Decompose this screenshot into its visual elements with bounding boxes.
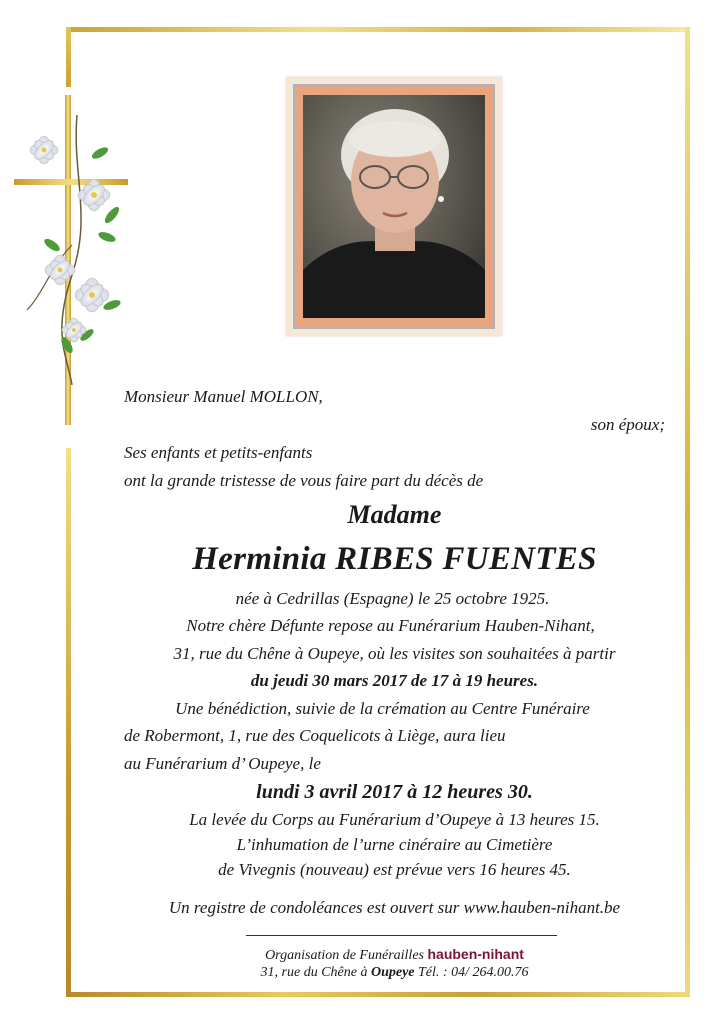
portrait-photo (303, 95, 485, 318)
footer-divider (246, 935, 557, 936)
visits-line-2: 31, rue du Chêne à Oupeye, où les visites son souhaitées à partir (173, 644, 616, 663)
ceremony-date: lundi 3 avril 2017 à 12 heures 30. (256, 781, 533, 803)
deceased-title: Madame (347, 500, 442, 529)
footer-address-city: Oupeye (370, 965, 415, 980)
condolence-registry: Un registre de condoléances est ouvert sur www.hauben-nihant.be (168, 898, 621, 917)
frame-bottom-border (66, 992, 690, 997)
footer-address-prefix: 31, rue du Chêne à (260, 965, 368, 980)
ceremony-line-4: La levée du Corps au Funérarium d’Oupeye à 13 heures 15. (189, 810, 600, 829)
footer-address (36, 966, 717, 980)
family-children-line: Ses enfants et petits-enfants (124, 443, 313, 462)
deceased-birth: née à Cedrillas (Espagne) le 25 octobre 1925. (235, 589, 550, 608)
footer-org-prefix: Organisation de Funérailles (265, 948, 424, 963)
portrait-frame (286, 77, 502, 336)
frame-left-border-top (66, 27, 71, 87)
ceremony-line-3: au Funérarium d’ Oupeye, le (124, 754, 321, 773)
ceremony-line-5: L’inhumation de l’urne cinéraire au Cimetière (236, 835, 553, 854)
deceased-name: Herminia RIBES FUENTES (192, 541, 597, 577)
portrait-mat (293, 84, 495, 329)
family-spouse-line: Monsieur Manuel MOLLON, (124, 387, 323, 406)
portrait-figure-icon (303, 95, 485, 318)
ceremony-line-1: Une bénédiction, suivie de la crémation au Centre Funéraire (175, 699, 590, 718)
ceremony-line-2: de Robermont, 1, rue des Coquelicots à Liège, aura lieu (124, 726, 506, 745)
visits-date: du jeudi 30 mars 2017 de 17 à 19 heures. (250, 671, 539, 690)
frame-top-border (66, 27, 690, 32)
footer-brand: hauben-nihant (427, 946, 524, 962)
family-spouse-relation: son époux; (590, 415, 665, 434)
footer-organisation (36, 947, 717, 963)
footer-phone: Tél. : 04/ 264.00.76 (418, 965, 529, 980)
visits-line-1: Notre chère Défunte repose au Funérarium Hauben-Nihant, (186, 616, 595, 635)
ceremony-line-6: de Vivegnis (nouveau) est prévue vers 16 heures 45. (218, 860, 571, 879)
announcement-line: ont la grande tristesse de vous faire part du décès de (124, 471, 484, 490)
cross-flowers-icon (12, 95, 132, 425)
